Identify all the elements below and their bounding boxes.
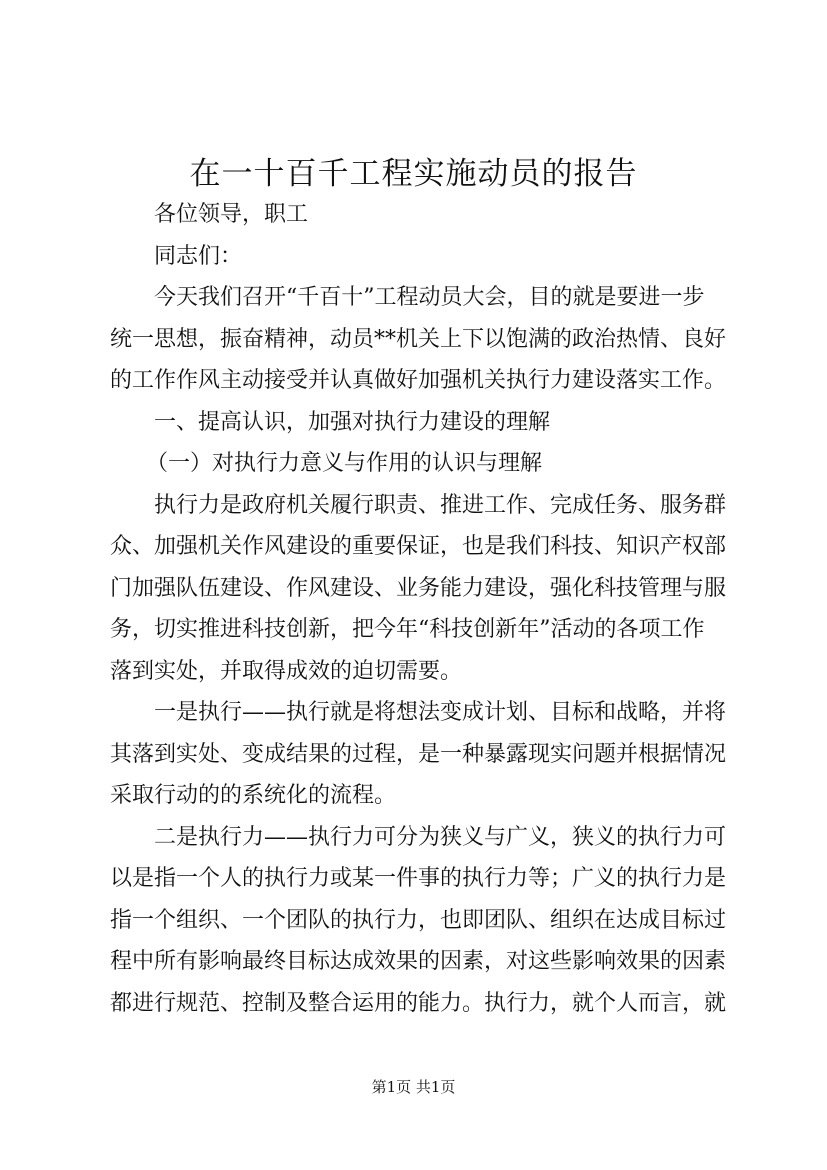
- paragraph-line: 二是执行力——执行力可分为狭义与广义，狭义的执行力可: [154, 824, 727, 850]
- paragraph-line: 指一个组织、一个团队的执行力，也即团队、组织在达成目标过: [110, 907, 727, 933]
- paragraph-line: 务，切实推进科技创新，把今年“科技创新年”活动的各项工作: [110, 617, 705, 642]
- paragraph-line: 都进行规范、控制及整合运用的能力。执行力，就个人而言，就: [110, 990, 727, 1016]
- paragraph-line: 统一思想，振奋精神，动员**机关上下以饱满的政治热情、良好: [110, 326, 727, 352]
- paragraph-line: 其落到实处、变成结果的过程，是一种暴露现实问题并根据情况: [110, 741, 727, 767]
- salutation-line: 各位领导，职工: [154, 202, 309, 227]
- subsection-heading: （一）对执行力意义与作用的认识与理解: [146, 451, 543, 476]
- paragraph-line: 一是执行——执行就是将想法变成计划、目标和战略，并将: [154, 700, 727, 725]
- paragraph-line: 今天我们召开“千百十”工程动员大会，目的就是要进一步: [154, 285, 705, 310]
- section-heading: 一、提高认识，加强对执行力建设的理解: [154, 409, 551, 435]
- document-title: 在一十百千工程实施动员的报告: [189, 156, 638, 192]
- salutation-line: 同志们：: [154, 243, 243, 269]
- paragraph-line: 众、加强机关作风建设的重要保证，也是我们科技、知识产权部: [110, 534, 727, 559]
- paragraph-line: 程中所有影响最终目标达成效果的因素，对这些影响效果的因素: [110, 949, 727, 974]
- page-number-footer: 第1页 共1页: [371, 1078, 456, 1096]
- paragraph-line: 采取行动的的系统化的流程。: [110, 783, 397, 808]
- paragraph-line: 落到实处，并取得成效的迫切需要。: [110, 658, 463, 684]
- paragraph-line: 门加强队伍建设、作风建设、业务能力建设，强化科技管理与服: [110, 575, 727, 601]
- document-body: [110, 194, 735, 1024]
- paragraph-line: 执行力是政府机关履行职责、推进工作、完成任务、服务群: [154, 492, 727, 518]
- paragraph-line: 的工作作风主动接受并认真做好加强机关执行力建设落实工作。: [110, 368, 727, 393]
- paragraph-line: 以是指一个人的执行力或某一件事的执行力等；广义的执行力是: [110, 866, 727, 891]
